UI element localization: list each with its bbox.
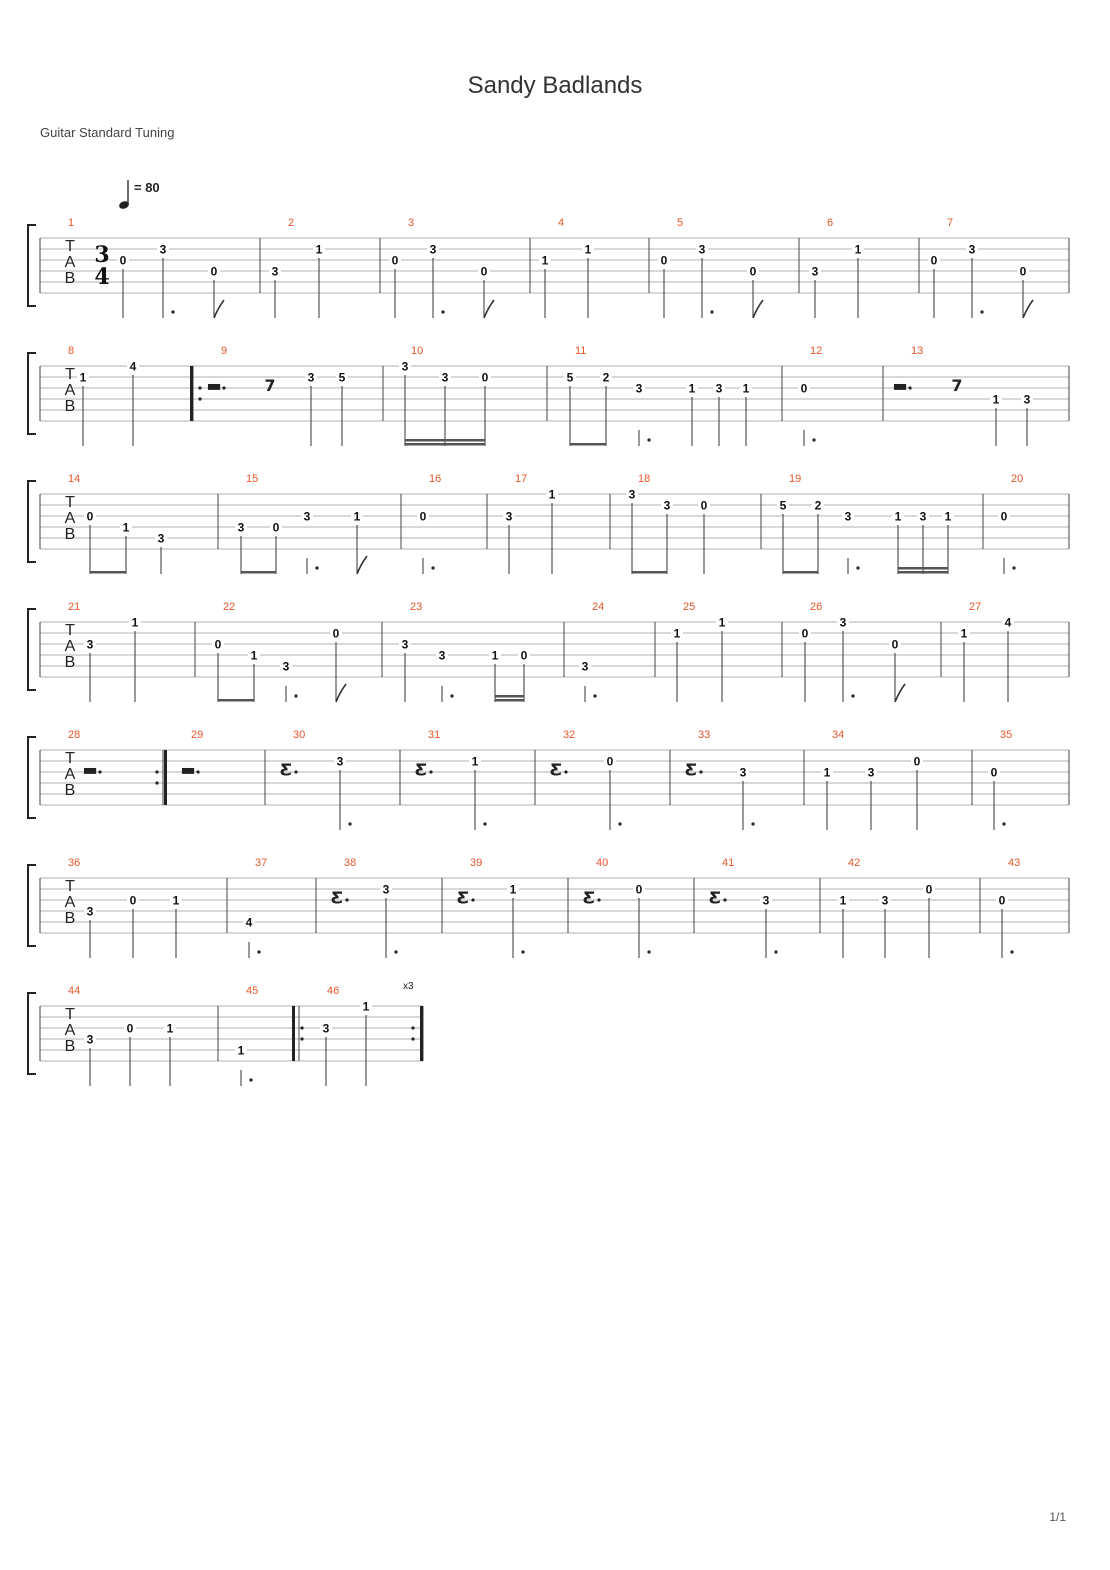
fret-number: 1 (960, 626, 968, 641)
fret-number: 3 (157, 531, 165, 546)
rest-dot (471, 898, 474, 901)
system-bracket (28, 353, 36, 434)
tab-clef-letter: A (64, 510, 76, 527)
rest-symbol: Ƹ (414, 760, 428, 779)
fret-number: 1 (541, 253, 549, 268)
fret-number: 3 (715, 381, 723, 396)
rest-symbol: Ƹ (279, 760, 293, 779)
fret-number: 1 (839, 893, 847, 908)
duration-dot (431, 566, 434, 569)
fret-number: 0 (272, 520, 280, 535)
measure-number: 34 (832, 729, 845, 741)
rest-symbol: Ƹ (330, 888, 344, 907)
measure-number: 13 (911, 345, 924, 357)
note-beam (90, 571, 126, 574)
tab-clef-letter: B (64, 526, 76, 543)
fret-number: 4 (245, 915, 253, 930)
duration-dot (441, 310, 444, 313)
duration-dot (856, 566, 859, 569)
measure-number: 46 (327, 985, 340, 997)
fret-number: 1 (688, 381, 696, 396)
measure-number: 24 (592, 601, 605, 613)
repeat-dot (198, 397, 201, 400)
fret-number: 4 (1004, 615, 1012, 630)
rest-symbol: 7 (951, 376, 963, 395)
duration-dot (647, 950, 650, 953)
measure-number: 42 (848, 857, 861, 869)
measure-number: 28 (68, 729, 81, 741)
rest-symbol: Ƹ (549, 760, 563, 779)
system-bracket (28, 993, 36, 1074)
tuning-label: Guitar Standard Tuning (40, 125, 175, 140)
rest-dot (429, 770, 432, 773)
measure-number: 3 (408, 217, 415, 229)
tab-clef-letter: B (64, 782, 76, 799)
fret-number: 1 (166, 1021, 174, 1036)
tab-clef-letter: A (64, 382, 76, 399)
fret-number: 0 (86, 509, 94, 524)
fret-number: 3 (401, 637, 409, 652)
fret-number: 3 (663, 498, 671, 513)
measure-number: 26 (810, 601, 823, 613)
duration-dot (593, 694, 596, 697)
repeat-dot (198, 386, 201, 389)
rest-dot (294, 770, 297, 773)
fret-number: 1 (509, 882, 517, 897)
measure-number: 30 (293, 729, 306, 741)
tab-clef-letter: A (64, 766, 76, 783)
repeat-dot (411, 1037, 414, 1040)
fret-number: 0 (891, 637, 899, 652)
note-beam (898, 571, 948, 574)
measure-number: 33 (698, 729, 711, 741)
system-bracket (28, 865, 36, 946)
fret-number: 1 (673, 626, 681, 641)
duration-dot (483, 822, 486, 825)
duration-dot (394, 950, 397, 953)
fret-number: 1 (491, 648, 499, 663)
rest-symbol: Ƹ (684, 760, 698, 779)
repeat-start-bar (292, 1006, 295, 1061)
fret-number: 1 (353, 509, 361, 524)
tab-clef-letter: T (65, 494, 75, 511)
rest-symbol: ▬ (206, 376, 222, 395)
fret-number: 1 (944, 509, 952, 524)
fret-number: 3 (844, 509, 852, 524)
measure-number: 16 (429, 473, 442, 485)
measure-number: 38 (344, 857, 357, 869)
measure-number: 25 (683, 601, 696, 613)
measure-number: 1 (68, 217, 75, 229)
note-beam (495, 699, 524, 702)
measure-number: 41 (722, 857, 735, 869)
measure-number: 6 (827, 217, 834, 229)
fret-number: 5 (566, 370, 574, 385)
duration-dot (315, 566, 318, 569)
duration-dot (812, 438, 815, 441)
tab-clef-letter: T (65, 238, 75, 255)
note-flag (753, 300, 763, 318)
rest-symbol: ▬ (180, 760, 196, 779)
system-bracket (28, 737, 36, 818)
fret-number: 3 (635, 381, 643, 396)
note-flag (1023, 300, 1033, 318)
duration-dot (751, 822, 754, 825)
measure-number: 37 (255, 857, 268, 869)
tab-clef-letter: T (65, 622, 75, 639)
tab-clef-letter: B (64, 654, 76, 671)
fret-number: 5 (338, 370, 346, 385)
repeat-start-bar (190, 366, 193, 421)
note-beam (898, 567, 948, 570)
measure-number: 23 (410, 601, 423, 613)
duration-dot (257, 950, 260, 953)
fret-number: 3 (698, 242, 706, 257)
fret-number: 0 (913, 754, 921, 769)
fret-number: 3 (401, 359, 409, 374)
tab-clef-letter: T (65, 878, 75, 895)
fret-number: 1 (122, 520, 130, 535)
note-beam (241, 571, 276, 574)
note-beam (495, 695, 524, 698)
duration-dot (710, 310, 713, 313)
measure-number: 44 (68, 985, 81, 997)
fret-number: 1 (79, 370, 87, 385)
rest-dot (98, 770, 101, 773)
measure-number: 18 (638, 473, 651, 485)
fret-number: 3 (762, 893, 770, 908)
system-bracket (28, 481, 36, 562)
measure-number: 14 (68, 473, 81, 485)
measure-number: 12 (810, 345, 823, 357)
rest-dot (597, 898, 600, 901)
rest-dot (345, 898, 348, 901)
measure-number: 15 (246, 473, 259, 485)
system-bracket (28, 225, 36, 306)
fret-number: 0 (210, 264, 218, 279)
repeat-end-bar (164, 750, 167, 805)
tab-clef-letter: A (64, 1022, 76, 1039)
tab-clef-letter: B (64, 910, 76, 927)
fret-number: 3 (336, 754, 344, 769)
repeat-end-bar (420, 1006, 423, 1061)
fret-number: 0 (119, 253, 127, 268)
duration-dot (774, 950, 777, 953)
measure-number: 39 (470, 857, 483, 869)
system-bracket (28, 609, 36, 690)
measure-number: 31 (428, 729, 441, 741)
measure-number: 40 (596, 857, 609, 869)
fret-number: 1 (362, 999, 370, 1014)
rest-dot (723, 898, 726, 901)
measure-number: 9 (221, 345, 228, 357)
fret-number: 3 (271, 264, 279, 279)
fret-number: 3 (1023, 392, 1031, 407)
rest-symbol: ▬ (892, 376, 908, 395)
duration-dot (348, 822, 351, 825)
time-signature-bottom: 4 (94, 264, 110, 290)
fret-number: 3 (86, 637, 94, 652)
note-flag (895, 684, 905, 702)
repeat-dot (155, 770, 158, 773)
tab-clef-letter: A (64, 894, 76, 911)
fret-number: 1 (823, 765, 831, 780)
fret-number: 3 (86, 904, 94, 919)
rest-symbol: Ƹ (456, 888, 470, 907)
fret-number: 3 (86, 1032, 94, 1047)
tab-clef-letter: B (64, 398, 76, 415)
measure-number: 20 (1011, 473, 1024, 485)
fret-number: 1 (131, 615, 139, 630)
fret-number: 0 (129, 893, 137, 908)
duration-dot (521, 950, 524, 953)
fret-number: 3 (438, 648, 446, 663)
repeat-dot (411, 1026, 414, 1029)
fret-number: 0 (990, 765, 998, 780)
fret-number: 3 (303, 509, 311, 524)
fret-number: 1 (237, 1043, 245, 1058)
duration-dot (1012, 566, 1015, 569)
fret-number: 3 (739, 765, 747, 780)
note-flag (484, 300, 494, 318)
fret-number: 0 (606, 754, 614, 769)
repeat-dot (155, 781, 158, 784)
duration-dot (980, 310, 983, 313)
note-beam (570, 443, 606, 446)
duration-dot (851, 694, 854, 697)
fret-number: 1 (250, 648, 258, 663)
fret-number: 3 (811, 264, 819, 279)
rest-dot (222, 386, 225, 389)
fret-number: 3 (322, 1021, 330, 1036)
tab-clef-letter: B (64, 1038, 76, 1055)
fret-number: 3 (628, 487, 636, 502)
fret-number: 0 (700, 498, 708, 513)
fret-number: 5 (779, 498, 787, 513)
measure-number: 27 (969, 601, 982, 613)
repeat-dot (300, 1037, 303, 1040)
note-beam (632, 571, 667, 574)
fret-number: 1 (894, 509, 902, 524)
fret-number: 1 (315, 242, 323, 257)
fret-number: 3 (237, 520, 245, 535)
fret-number: 0 (332, 626, 340, 641)
measure-number: 35 (1000, 729, 1013, 741)
fret-number: 0 (1019, 264, 1027, 279)
measure-number: 21 (68, 601, 81, 613)
fret-number: 0 (998, 893, 1006, 908)
fret-number: 0 (126, 1021, 134, 1036)
measure-number: 17 (515, 473, 528, 485)
rest-dot (699, 770, 702, 773)
fret-number: 3 (441, 370, 449, 385)
measure-number: 2 (288, 217, 295, 229)
fret-number: 0 (1000, 509, 1008, 524)
fret-number: 1 (718, 615, 726, 630)
measure-number: 36 (68, 857, 81, 869)
duration-dot (1002, 822, 1005, 825)
fret-number: 3 (307, 370, 315, 385)
measure-number: 11 (575, 345, 587, 357)
tab-clef-letter: A (64, 638, 76, 655)
time-signature-top: 3 (94, 242, 110, 268)
fret-number: 1 (548, 487, 556, 502)
fret-number: 3 (919, 509, 927, 524)
fret-number: 1 (992, 392, 1000, 407)
tab-clef-letter: B (64, 270, 76, 287)
rest-dot (196, 770, 199, 773)
fret-number: 0 (480, 264, 488, 279)
repeat-dot (300, 1026, 303, 1029)
rest-dot (908, 386, 911, 389)
rest-symbol: Ƹ (582, 888, 596, 907)
duration-dot (1010, 950, 1013, 953)
note-flag (336, 684, 346, 702)
duration-dot (618, 822, 621, 825)
fret-number: 3 (382, 882, 390, 897)
measure-number: 29 (191, 729, 204, 741)
fret-number: 0 (635, 882, 643, 897)
note-beam (783, 571, 818, 574)
fret-number: 0 (660, 253, 668, 268)
tab-clef-letter: T (65, 750, 75, 767)
measure-number: 8 (68, 345, 75, 357)
measure-number: 19 (789, 473, 802, 485)
measure-number: 5 (677, 217, 684, 229)
note-flag (357, 556, 367, 574)
fret-number: 3 (867, 765, 875, 780)
duration-dot (294, 694, 297, 697)
tempo-value: = 80 (134, 180, 160, 195)
rest-symbol: 7 (264, 376, 276, 395)
fret-number: 0 (749, 264, 757, 279)
fret-number: 4 (129, 359, 137, 374)
fret-number: 0 (930, 253, 938, 268)
fret-number: 1 (172, 893, 180, 908)
measure-number: 43 (1008, 857, 1021, 869)
duration-dot (249, 1078, 252, 1081)
note-beam (405, 443, 485, 446)
fret-number: 3 (429, 242, 437, 257)
fret-number: 1 (471, 754, 479, 769)
fret-number: 0 (925, 882, 933, 897)
duration-dot (450, 694, 453, 697)
fret-number: 1 (742, 381, 750, 396)
fret-number: 3 (159, 242, 167, 257)
fret-number: 1 (584, 242, 592, 257)
fret-number: 0 (214, 637, 222, 652)
repeat-count-label: x3 (403, 981, 414, 992)
fret-number: 0 (481, 370, 489, 385)
fret-number: 3 (505, 509, 513, 524)
measure-number: 7 (947, 217, 954, 229)
fret-number: 0 (801, 626, 809, 641)
fret-number: 3 (968, 242, 976, 257)
fret-number: 3 (581, 659, 589, 674)
duration-dot (647, 438, 650, 441)
duration-dot (171, 310, 174, 313)
tab-clef-letter: T (65, 366, 75, 383)
fret-number: 2 (602, 370, 610, 385)
note-beam (218, 699, 254, 702)
fret-number: 2 (814, 498, 822, 513)
fret-number: 3 (282, 659, 290, 674)
measure-number: 10 (411, 345, 424, 357)
measure-number: 32 (563, 729, 576, 741)
measure-number: 4 (558, 217, 565, 229)
rest-symbol: ▬ (82, 760, 98, 779)
page-title: Sandy Badlands (467, 72, 643, 99)
tab-clef-letter: A (64, 254, 76, 271)
measure-number: 22 (223, 601, 236, 613)
fret-number: 3 (839, 615, 847, 630)
fret-number: 1 (854, 242, 862, 257)
rest-symbol: Ƹ (708, 888, 722, 907)
fret-number: 3 (881, 893, 889, 908)
fret-number: 0 (419, 509, 427, 524)
fret-number: 0 (520, 648, 528, 663)
note-beam (405, 439, 485, 442)
tab-clef-letter: T (65, 1006, 75, 1023)
rest-dot (564, 770, 567, 773)
measure-number: 45 (246, 985, 259, 997)
fret-number: 0 (391, 253, 399, 268)
note-flag (214, 300, 224, 318)
page-number: 1/1 (1049, 1510, 1066, 1524)
fret-number: 0 (800, 381, 808, 396)
